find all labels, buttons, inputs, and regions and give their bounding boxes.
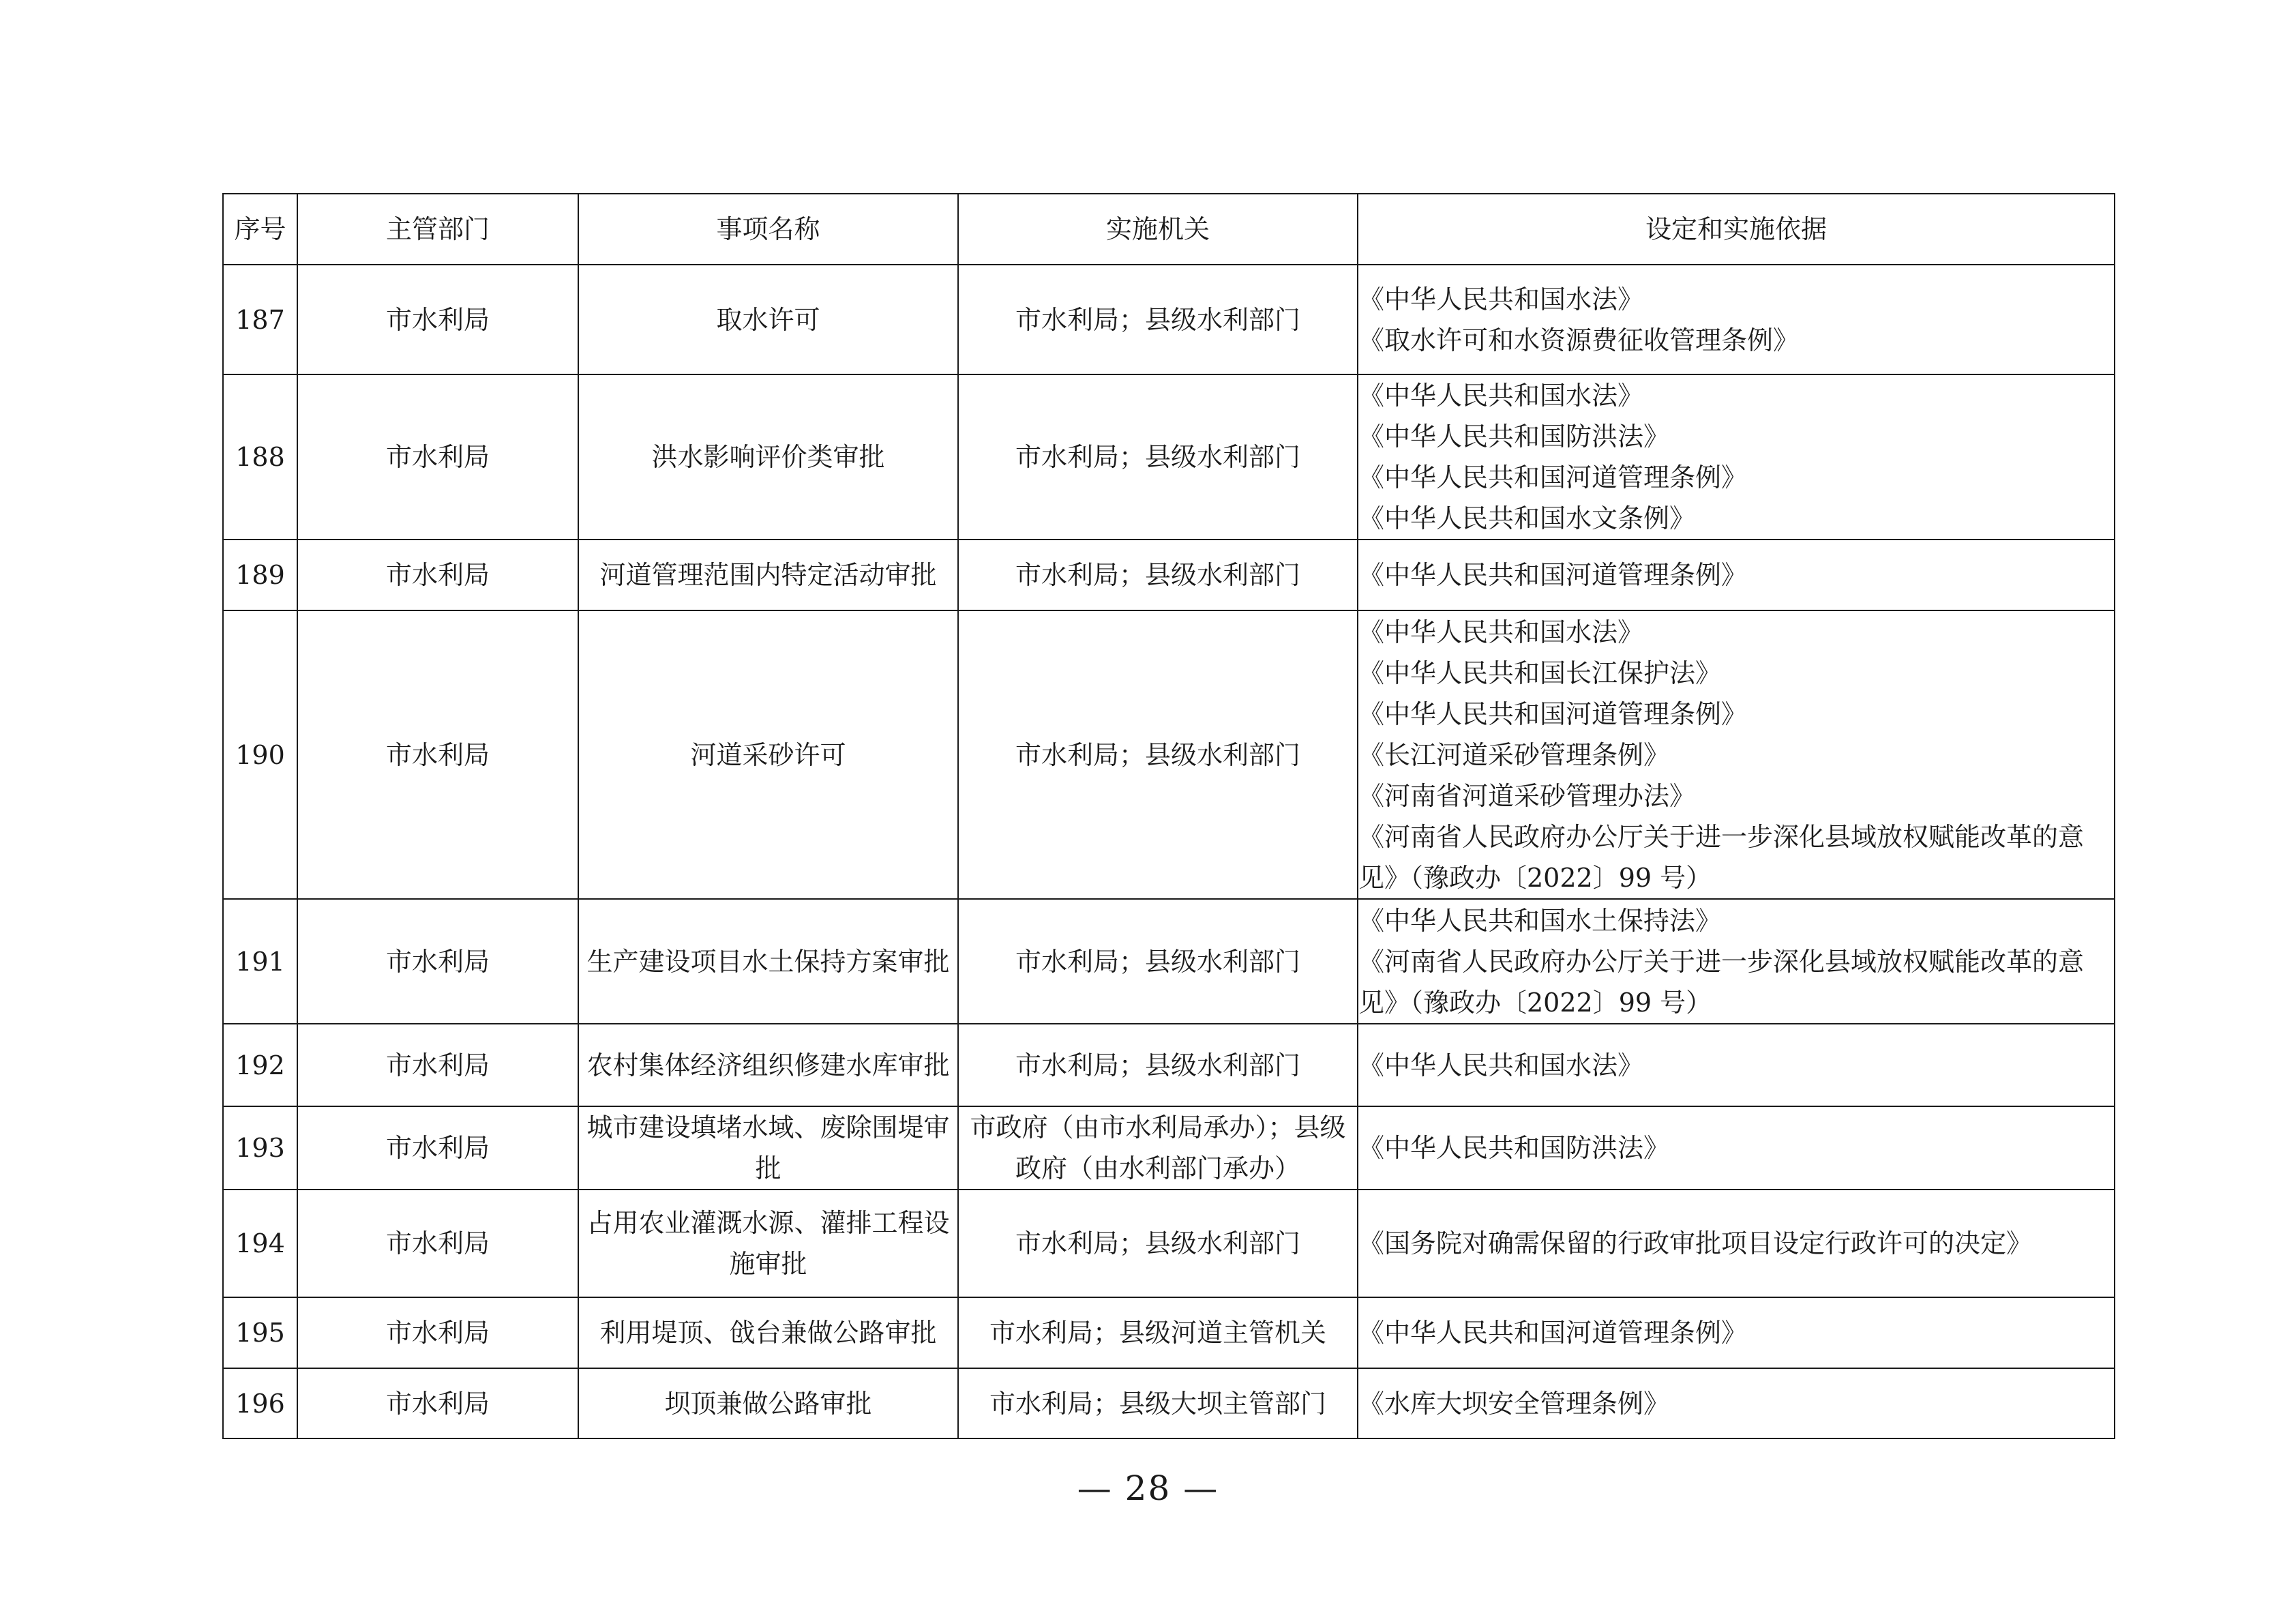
table-row xyxy=(223,540,2115,610)
implementing-org-cell: 市水利局；县级水利部门 xyxy=(958,899,1358,1024)
basis-line: 《中华人民共和国水法》 xyxy=(1358,1050,1644,1080)
table-row xyxy=(223,610,2115,899)
implementing-org-cell: 市水利局；县级水利部门 xyxy=(958,610,1358,899)
header-dept: 主管部门 xyxy=(297,194,578,265)
department-cell: 市水利局 xyxy=(297,899,578,1024)
page-number: — 28 — xyxy=(1077,1468,1219,1508)
department-cell: 市水利局 xyxy=(297,374,578,540)
department-cell: 市水利局 xyxy=(297,1024,578,1106)
basis-line: 《中华人民共和国河道管理条例》 xyxy=(1358,1318,1748,1348)
row-number: 194 xyxy=(223,1190,297,1297)
row-number: 193 xyxy=(223,1106,297,1190)
item-name-cell: 农村集体经济组织修建水库审批 xyxy=(578,1024,958,1106)
basis-cell xyxy=(1358,1368,2115,1438)
row-number: 188 xyxy=(223,374,297,540)
implementing-org-cell: 市水利局；县级水利部门 xyxy=(958,374,1358,540)
basis-cell xyxy=(1358,610,2115,899)
department-cell: 市水利局 xyxy=(297,1297,578,1368)
header-basis: 设定和实施依据 xyxy=(1358,194,2115,265)
row-number: 191 xyxy=(223,899,297,1024)
row-number: 190 xyxy=(223,610,297,899)
implementing-org-cell: 市政府（由市水利局承办）；县级政府（由水利部门承办） xyxy=(958,1106,1358,1190)
row-number: 196 xyxy=(223,1368,297,1438)
implementing-org-cell: 市水利局；县级水利部门 xyxy=(958,540,1358,610)
basis-line: 《长江河道采砂管理条例》 xyxy=(1358,739,1670,770)
table-row xyxy=(223,265,2115,374)
basis-line: 《中华人民共和国水法》 xyxy=(1358,381,1644,411)
table-row xyxy=(223,1368,2115,1438)
basis-line: 《水库大坝安全管理条例》 xyxy=(1358,1388,1670,1419)
table-row xyxy=(223,374,2115,540)
department-cell: 市水利局 xyxy=(297,265,578,374)
table-row xyxy=(223,899,2115,1024)
implementing-org-cell: 市水利局；县级河道主管机关 xyxy=(958,1297,1358,1368)
basis-cell xyxy=(1358,1297,2115,1368)
item-name-cell: 城市建设填堵水域、废除围堤审批 xyxy=(578,1106,958,1190)
item-name-cell: 利用堤顶、戗台兼做公路审批 xyxy=(578,1297,958,1368)
item-name-cell: 河道采砂许可 xyxy=(578,610,958,899)
department-cell: 市水利局 xyxy=(297,1106,578,1190)
row-number: 192 xyxy=(223,1024,297,1106)
basis-cell xyxy=(1358,1024,2115,1106)
basis-line: 《取水许可和水资源费征收管理条例》 xyxy=(1358,325,1800,355)
basis-cell xyxy=(1358,374,2115,540)
implementing-org-cell: 市水利局；县级水利部门 xyxy=(958,265,1358,374)
basis-line: 《中华人民共和国水法》 xyxy=(1358,617,1644,647)
header-no: 序号 xyxy=(223,194,297,265)
implementing-org-cell: 市水利局；县级水利部门 xyxy=(958,1024,1358,1106)
item-name-cell: 取水许可 xyxy=(578,265,958,374)
basis-line: 《国务院对确需保留的行政审批项目设定行政许可的决定》 xyxy=(1358,1228,2033,1258)
item-name-cell: 生产建设项目水土保持方案审批 xyxy=(578,899,958,1024)
department-cell: 市水利局 xyxy=(297,1190,578,1297)
table-row xyxy=(223,1106,2115,1190)
item-name-cell: 洪水影响评价类审批 xyxy=(578,374,958,540)
implementing-org-cell: 市水利局；县级大坝主管部门 xyxy=(958,1368,1358,1438)
row-number: 187 xyxy=(223,265,297,374)
table-row xyxy=(223,1297,2115,1368)
table-row xyxy=(223,1190,2115,1297)
department-cell: 市水利局 xyxy=(297,1368,578,1438)
basis-line: 《中华人民共和国河道管理条例》 xyxy=(1358,462,1748,492)
basis-line: 《中华人民共和国河道管理条例》 xyxy=(1358,698,1748,729)
basis-cell xyxy=(1358,899,2115,1024)
item-name-cell: 坝顶兼做公路审批 xyxy=(578,1368,958,1438)
basis-cell xyxy=(1358,1106,2115,1190)
table-row xyxy=(223,1024,2115,1106)
department-cell: 市水利局 xyxy=(297,610,578,899)
header-org: 实施机关 xyxy=(958,194,1358,265)
basis-line: 《中华人民共和国长江保护法》 xyxy=(1358,658,1722,688)
basis-line: 《中华人民共和国水法》 xyxy=(1358,284,1644,314)
row-number: 189 xyxy=(223,540,297,610)
department-cell: 市水利局 xyxy=(297,540,578,610)
basis-line: 《河南省人民政府办公厅关于进一步深化县域放权赋能改革的意见》（豫政办〔2022〕99 号） xyxy=(1358,946,2085,1018)
item-name-cell: 占用农业灌溉水源、灌排工程设施审批 xyxy=(578,1190,958,1297)
basis-line: 《中华人民共和国防洪法》 xyxy=(1358,1133,1670,1163)
basis-cell xyxy=(1358,540,2115,610)
basis-cell xyxy=(1358,265,2115,374)
header-name: 事项名称 xyxy=(578,194,958,265)
document-table xyxy=(222,193,2115,1439)
basis-line: 《河南省人民政府办公厅关于进一步深化县域放权赋能改革的意见》（豫政办〔2022〕99 号） xyxy=(1358,821,2085,893)
basis-line: 《中华人民共和国河道管理条例》 xyxy=(1358,560,1748,590)
basis-line: 《中华人民共和国水土保持法》 xyxy=(1358,905,1722,936)
basis-line: 《中华人民共和国水文条例》 xyxy=(1358,503,1696,533)
implementing-org-cell: 市水利局；县级水利部门 xyxy=(958,1190,1358,1297)
item-name-cell: 河道管理范围内特定活动审批 xyxy=(578,540,958,610)
basis-cell xyxy=(1358,1190,2115,1297)
row-number: 195 xyxy=(223,1297,297,1368)
table-header-row xyxy=(223,194,2115,265)
basis-line: 《中华人民共和国防洪法》 xyxy=(1358,422,1670,452)
table-body xyxy=(223,265,2115,1438)
basis-line: 《河南省河道采砂管理办法》 xyxy=(1358,780,1696,811)
